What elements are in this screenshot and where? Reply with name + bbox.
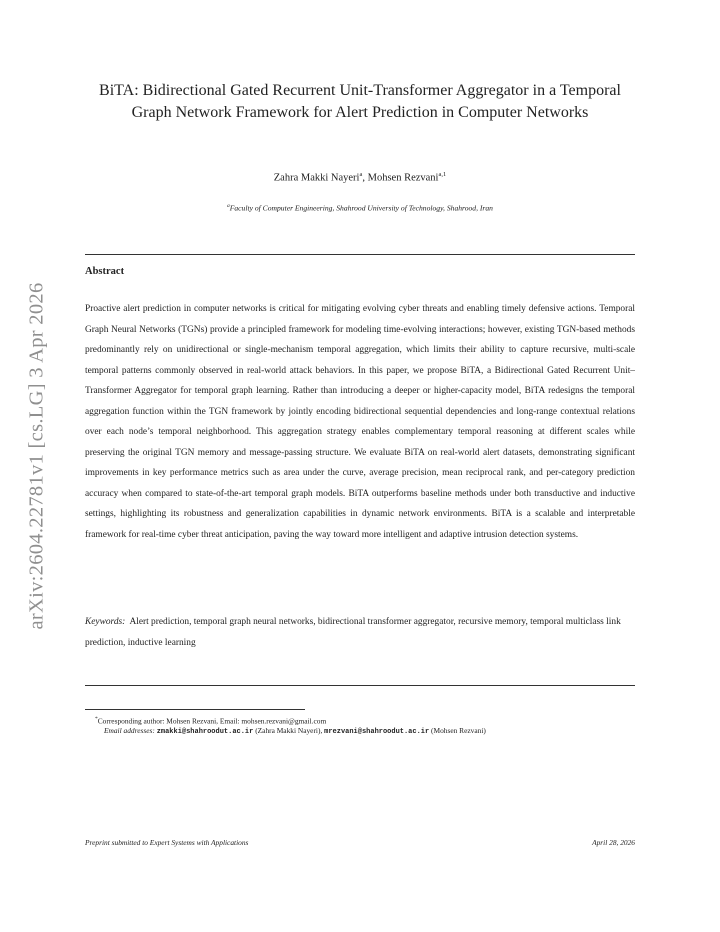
author-list <box>85 171 635 184</box>
author-name: Mohsen Rezvani <box>367 172 439 184</box>
paper-title: BiTA: Bidirectional Gated Recurrent Unit-Transformer Aggregator in a Temporal Graph Network Framework for Alert Prediction in Computer Networks <box>99 82 621 121</box>
preprint-note: Preprint submitted to Expert Systems with Applications <box>85 838 249 847</box>
affiliation <box>85 203 635 213</box>
abstract-top-rule <box>85 254 635 255</box>
abstract-heading: Abstract <box>85 266 125 277</box>
arxiv-identifier: arXiv:2604.22781v1 [cs.LG] 3 Apr 2026 <box>25 282 48 630</box>
email-link[interactable]: mrezvani@shahroodut.ac.ir <box>324 728 430 736</box>
keywords <box>85 612 635 653</box>
affiliation-mark: a <box>227 203 230 209</box>
author-separator: , <box>362 172 368 184</box>
abstract-bottom-rule <box>85 685 635 686</box>
footnote-rule <box>85 709 305 710</box>
keywords-label: Keywords: <box>85 617 126 627</box>
author-affiliation-mark: a,1 <box>438 171 447 178</box>
abstract-body: Proactive alert prediction in computer networks is critical for mitigating evolving cyber threats and enabling timely defensive actions. Temporal Graph Neural Networks (TGNs) provide a principled framework for modeling time-evolving interactions; however, existing TGN-based methods predominantly rely on unidirectional or single-mechanism temporal aggregation, which limits their ability to capture recursive, multi-scale temporal patterns commonly observed in real-world attack behaviors. In this paper, we propose BiTA, a Bidirectional Gated Recurrent Unit–Transformer Aggregator for temporal graph learning. Rather than introducing a deeper or higher-capacity model, BiTA redesigns the temporal aggregation function within the TGN framework by jointly encoding bidirectional sequential dependencies and long-range contextual relations over each node’s temporal neighborhood. This aggregation strategy enables complementary temporal reasoning at different scales while preserving the original TGN memory and message-passing structure. We evaluate BiTA on real-world alert datasets, demonstrating significant improvements in key performance metrics such as area under the curve, average precision, mean reciprocal rank, and per-category prediction accuracy when compared to state-of-the-art temporal graph models. BiTA outperforms baseline methods under both transductive and inductive settings, highlighting its robustness and generalization capabilities in dynamic network environments. BiTA is a scalable and interpretable framework for real-time cyber threat anticipation, paving the way toward more intelligent and adaptive intrusion detection systems. <box>85 304 635 540</box>
footnote-mark: * <box>95 716 98 722</box>
keywords-text: Alert prediction, temporal graph neural networks, bidirectional transformer aggregator, recursive memory, temporal multiclass link prediction, inductive learning <box>85 617 621 648</box>
corresponding-author-text: Corresponding author: Mohsen Rezvani, Email: mohsen.rezvani@gmail.com <box>97 716 327 726</box>
email-addresses-note <box>104 725 644 738</box>
author-affiliation-mark: a <box>359 171 363 178</box>
author-name: Zahra Makki Nayeri <box>273 172 360 184</box>
footer-date: April 28, 2026 <box>592 838 635 847</box>
email-link[interactable]: zmakki@shahroodut.ac.ir <box>156 728 254 736</box>
email-label: Email addresses: <box>104 726 155 735</box>
email-owner: (Mohsen Rezvani) <box>431 726 486 735</box>
affiliation-text: Faculty of Computer Engineering, Shahrood University of Technology, Shahrood, Iran <box>229 203 493 213</box>
email-owner: (Zahra Makki Nayeri), <box>255 726 323 735</box>
